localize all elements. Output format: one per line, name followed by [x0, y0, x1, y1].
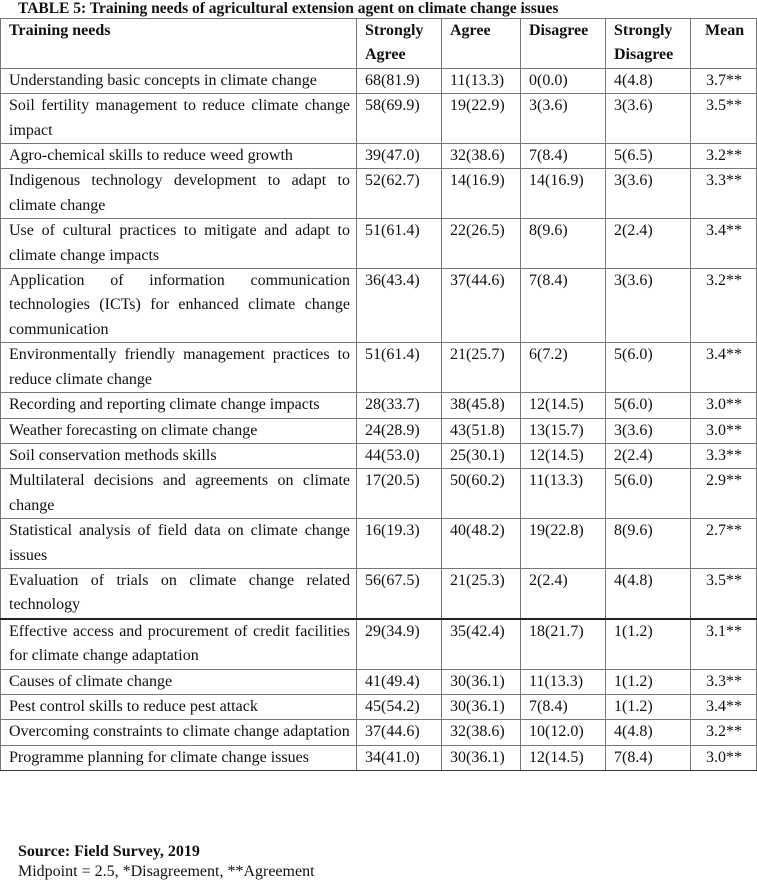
disagree-cell: 8(9.6) [521, 219, 606, 269]
training-need-cell: Effective access and procurement of credit facilities for climate change adaptation [1, 619, 357, 669]
agree-cell: 50(60.2) [442, 469, 521, 519]
disagree-cell: 3(3.6) [521, 94, 606, 144]
disagree-cell: 10(12.0) [521, 720, 606, 745]
training-need-cell: Weather forecasting on climate change [1, 418, 357, 443]
strongly-disagree-cell: 3(3.6) [606, 169, 691, 219]
training-need-cell: Overcoming constraints to climate change adaptation [1, 720, 357, 745]
strongly-agree-cell: 58(69.9) [357, 94, 442, 144]
disagree-cell: 18(21.7) [521, 619, 606, 669]
agree-cell: 38(45.8) [442, 393, 521, 418]
training-need-cell: Environmentally friendly management practices to reduce climate change [1, 343, 357, 393]
agree-cell: 40(48.2) [442, 519, 521, 569]
table-row [1, 619, 757, 669]
agree-cell: 32(38.6) [442, 720, 521, 745]
table-row [1, 393, 757, 418]
table-row [1, 418, 757, 443]
disagree-cell: 12(14.5) [521, 393, 606, 418]
mean-cell: 3.1** [691, 619, 757, 669]
mean-cell: 3.2** [691, 269, 757, 343]
strongly-agree-cell: 34(41.0) [357, 745, 442, 770]
strongly-agree-cell: 52(62.7) [357, 169, 442, 219]
training-need-cell: Pest control skills to reduce pest attack [1, 694, 357, 719]
mean-cell: 3.3** [691, 669, 757, 694]
strongly-agree-cell: 44(53.0) [357, 443, 442, 468]
mean-cell: 3.2** [691, 720, 757, 745]
header-strongly-agree: Strongly Agree [357, 19, 442, 69]
disagree-cell: 19(22.8) [521, 519, 606, 569]
table-row [1, 169, 757, 219]
agree-cell: 30(36.1) [442, 669, 521, 694]
training-need-cell: Programme planning for climate change issues [1, 745, 357, 770]
strongly-agree-cell: 56(67.5) [357, 568, 442, 618]
mean-cell: 3.7** [691, 68, 757, 93]
strongly-agree-cell: 29(34.9) [357, 619, 442, 669]
strongly-agree-cell: 68(81.9) [357, 68, 442, 93]
disagree-cell: 12(14.5) [521, 745, 606, 770]
table-row [1, 94, 757, 144]
mean-cell: 2.7** [691, 519, 757, 569]
strongly-disagree-cell: 1(1.2) [606, 694, 691, 719]
strongly-disagree-cell: 3(3.6) [606, 269, 691, 343]
disagree-cell: 11(13.3) [521, 669, 606, 694]
legend-note: Midpoint = 2.5, *Disagreement, **Agreement [18, 863, 315, 880]
strongly-agree-cell: 37(44.6) [357, 720, 442, 745]
agree-cell: 35(42.4) [442, 619, 521, 669]
table-row [1, 469, 757, 519]
strongly-disagree-cell: 4(4.8) [606, 68, 691, 93]
table-row [1, 694, 757, 719]
table-row [1, 519, 757, 569]
mean-cell: 3.4** [691, 694, 757, 719]
strongly-disagree-cell: 3(3.6) [606, 94, 691, 144]
table-row [1, 68, 757, 93]
mean-cell: 3.3** [691, 443, 757, 468]
mean-cell: 3.2** [691, 144, 757, 169]
training-need-cell: Application of information communication technologies (ICTs) for enhanced climate change communication [1, 269, 357, 343]
agree-cell: 21(25.3) [442, 568, 521, 618]
training-need-cell: Understanding basic concepts in climate change [1, 68, 357, 93]
agree-cell: 32(38.6) [442, 144, 521, 169]
mean-cell: 2.9** [691, 469, 757, 519]
strongly-agree-cell: 51(61.4) [357, 343, 442, 393]
mean-cell: 3.5** [691, 568, 757, 618]
strongly-agree-cell: 51(61.4) [357, 219, 442, 269]
disagree-cell: 2(2.4) [521, 568, 606, 618]
header-row [1, 19, 757, 69]
strongly-disagree-cell: 7(8.4) [606, 745, 691, 770]
agree-cell: 25(30.1) [442, 443, 521, 468]
mean-cell: 3.0** [691, 393, 757, 418]
training-need-cell: Causes of climate change [1, 669, 357, 694]
strongly-disagree-cell: 4(4.8) [606, 720, 691, 745]
strongly-disagree-cell: 5(6.0) [606, 469, 691, 519]
strongly-agree-cell: 17(20.5) [357, 469, 442, 519]
strongly-agree-cell: 24(28.9) [357, 418, 442, 443]
strongly-agree-cell: 41(49.4) [357, 669, 442, 694]
strongly-disagree-cell: 5(6.5) [606, 144, 691, 169]
disagree-cell: 0(0.0) [521, 68, 606, 93]
mean-cell: 3.5** [691, 94, 757, 144]
strongly-disagree-cell: 2(2.4) [606, 219, 691, 269]
training-need-cell: Statistical analysis of field data on climate change issues [1, 519, 357, 569]
table-row [1, 269, 757, 343]
header-strongly-disagree: Strongly Disagree [606, 19, 691, 69]
header-training-needs: Training needs [1, 19, 357, 69]
training-need-cell: Use of cultural practices to mitigate and adapt to climate change impacts [1, 219, 357, 269]
training-need-cell: Recording and reporting climate change impacts [1, 393, 357, 418]
strongly-agree-cell: 45(54.2) [357, 694, 442, 719]
disagree-cell: 6(7.2) [521, 343, 606, 393]
strongly-agree-cell: 36(43.4) [357, 269, 442, 343]
training-need-cell: Soil conservation methods skills [1, 443, 357, 468]
strongly-agree-cell: 16(19.3) [357, 519, 442, 569]
disagree-cell: 7(8.4) [521, 269, 606, 343]
training-need-cell: Agro-chemical skills to reduce weed growth [1, 144, 357, 169]
table-row [1, 568, 757, 618]
strongly-disagree-cell: 3(3.6) [606, 418, 691, 443]
agree-cell: 30(36.1) [442, 745, 521, 770]
training-need-cell: Soil fertility management to reduce climate change impact [1, 94, 357, 144]
mean-cell: 3.4** [691, 343, 757, 393]
source-note: Source: Field Survey, 2019 [18, 843, 200, 860]
table-row [1, 669, 757, 694]
strongly-agree-cell: 39(47.0) [357, 144, 442, 169]
agree-cell: 21(25.7) [442, 343, 521, 393]
table-row [1, 144, 757, 169]
disagree-cell: 12(14.5) [521, 443, 606, 468]
disagree-cell: 13(15.7) [521, 418, 606, 443]
agree-cell: 19(22.9) [442, 94, 521, 144]
agree-cell: 14(16.9) [442, 169, 521, 219]
disagree-cell: 7(8.4) [521, 144, 606, 169]
disagree-cell: 14(16.9) [521, 169, 606, 219]
training-need-cell: Multilateral decisions and agreements on climate change [1, 469, 357, 519]
table-row [1, 443, 757, 468]
agree-cell: 43(51.8) [442, 418, 521, 443]
agree-cell: 30(36.1) [442, 694, 521, 719]
strongly-disagree-cell: 1(1.2) [606, 619, 691, 669]
strongly-disagree-cell: 2(2.4) [606, 443, 691, 468]
table-row [1, 720, 757, 745]
header-disagree: Disagree [521, 19, 606, 69]
training-need-cell: Evaluation of trials on climate change related technology [1, 568, 357, 618]
strongly-disagree-cell: 5(6.0) [606, 343, 691, 393]
disagree-cell: 7(8.4) [521, 694, 606, 719]
table-row [1, 343, 757, 393]
header-agree: Agree [442, 19, 521, 69]
agree-cell: 11(13.3) [442, 68, 521, 93]
disagree-cell: 11(13.3) [521, 469, 606, 519]
header-mean: Mean [691, 19, 757, 69]
strongly-disagree-cell: 1(1.2) [606, 669, 691, 694]
strongly-disagree-cell: 5(6.0) [606, 393, 691, 418]
strongly-disagree-cell: 8(9.6) [606, 519, 691, 569]
mean-cell: 3.0** [691, 745, 757, 770]
training-needs-table [0, 18, 757, 771]
mean-cell: 3.0** [691, 418, 757, 443]
table-row [1, 745, 757, 770]
strongly-disagree-cell: 4(4.8) [606, 568, 691, 618]
table-row [1, 219, 757, 269]
agree-cell: 37(44.6) [442, 269, 521, 343]
table-title: TABLE 5: Training needs of agricultural extension agent on climate change issues [18, 0, 559, 17]
training-need-cell: Indigenous technology development to adapt to climate change [1, 169, 357, 219]
strongly-agree-cell: 28(33.7) [357, 393, 442, 418]
agree-cell: 22(26.5) [442, 219, 521, 269]
mean-cell: 3.3** [691, 169, 757, 219]
mean-cell: 3.4** [691, 219, 757, 269]
